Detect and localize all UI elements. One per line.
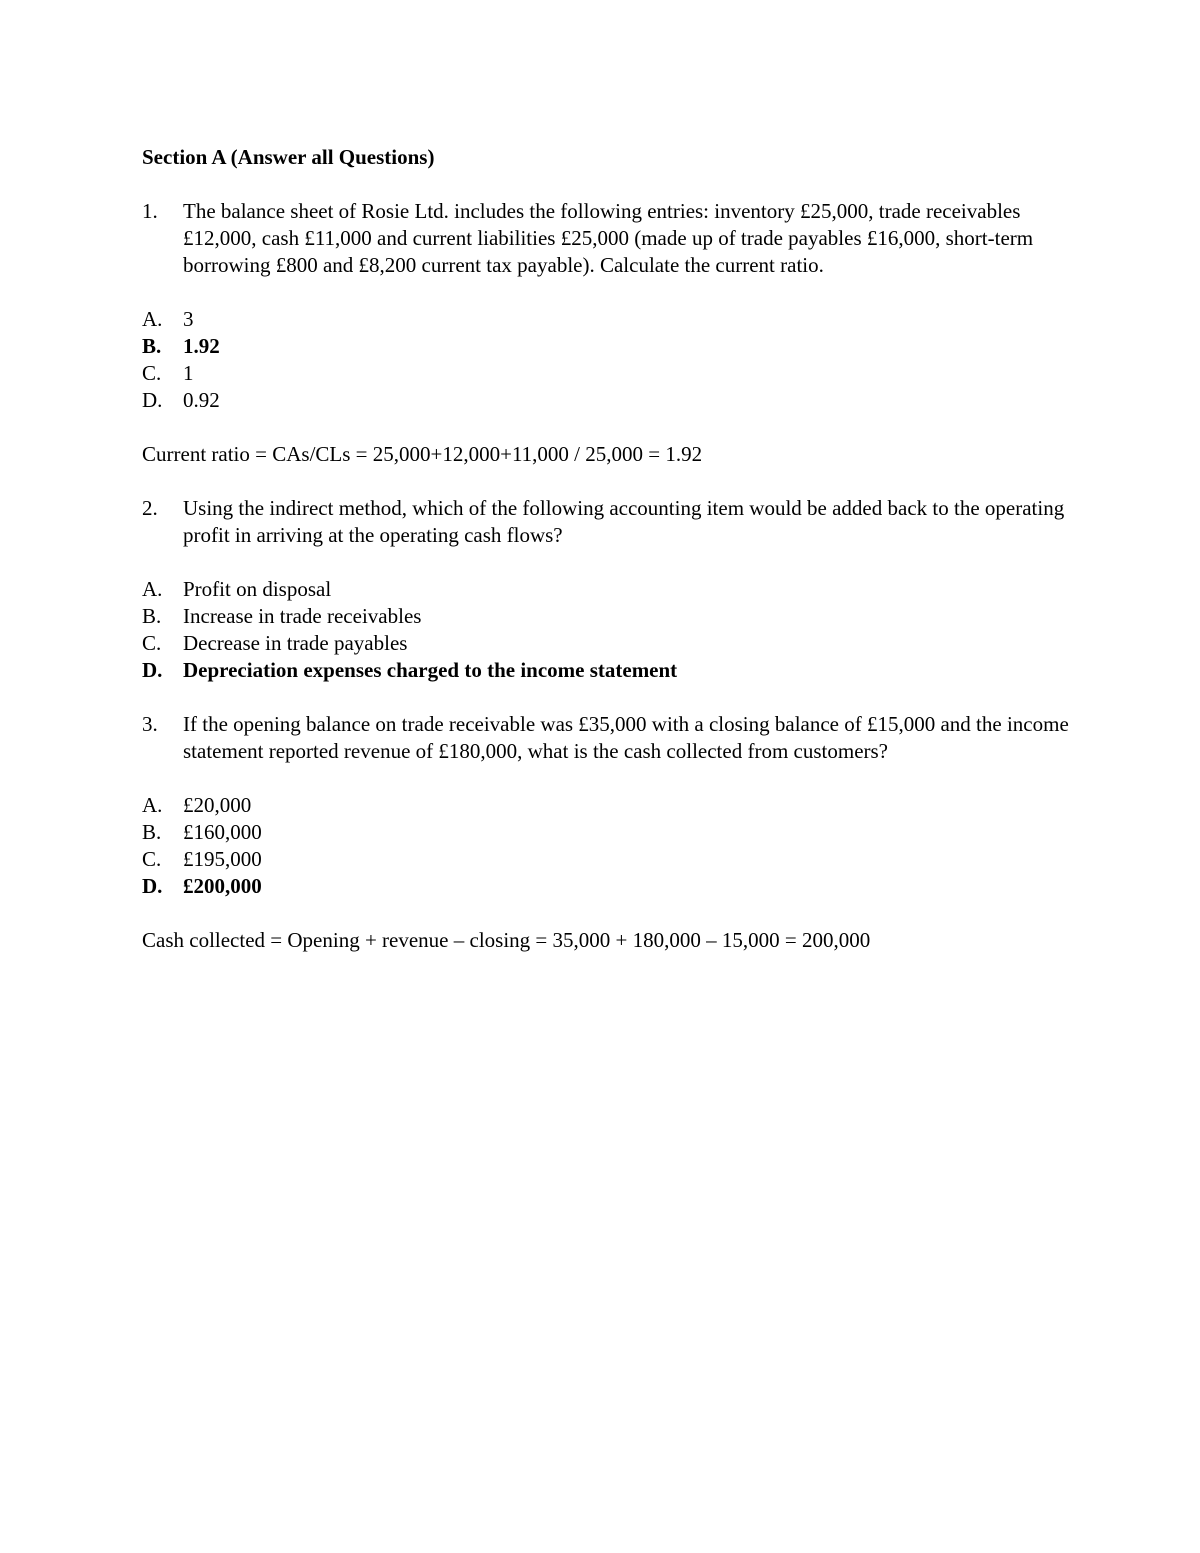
- answer-options: [142, 792, 1072, 900]
- option-a: [142, 576, 1072, 603]
- section-title: Section A (Answer all Questions): [142, 145, 435, 169]
- option-text: Profit on disposal: [183, 577, 332, 601]
- question-1: [142, 198, 1072, 468]
- question-number: 2.: [142, 496, 158, 520]
- option-letter: C.: [142, 847, 162, 871]
- option-text: £160,000: [183, 820, 262, 844]
- option-text: 1.92: [183, 334, 220, 358]
- question-3-stem: [142, 711, 1072, 765]
- option-letter: D.: [142, 874, 163, 898]
- answer-options: [142, 306, 1072, 414]
- working-solution: Current ratio = CAs/CLs = 25,000+12,000+11,000 / 25,000 = 1.92: [142, 442, 703, 466]
- option-b: [142, 819, 1072, 846]
- option-letter: A.: [142, 793, 163, 817]
- question-3: [142, 711, 1072, 954]
- working-solution: Cash collected = Opening + revenue – closing = 35,000 + 180,000 – 15,000 = 200,000: [142, 928, 871, 952]
- answer-options: [142, 576, 1072, 684]
- option-text: £200,000: [183, 874, 262, 898]
- option-letter: A.: [142, 307, 163, 331]
- document-page: [142, 140, 1072, 954]
- question-number: 1.: [142, 199, 158, 223]
- option-d-correct: [142, 873, 1072, 900]
- option-letter: D.: [142, 388, 163, 412]
- option-c: [142, 630, 1072, 657]
- option-letter: D.: [142, 658, 163, 682]
- option-a: [142, 306, 1072, 333]
- option-d-correct: [142, 657, 1072, 684]
- option-letter: B.: [142, 604, 162, 628]
- option-text: 0.92: [183, 388, 220, 412]
- option-letter: B.: [142, 334, 162, 358]
- option-a: [142, 792, 1072, 819]
- option-text: Depreciation expenses charged to the income statement: [183, 658, 678, 682]
- option-b: [142, 603, 1072, 630]
- option-letter: C.: [142, 631, 162, 655]
- option-letter: C.: [142, 361, 162, 385]
- option-text: Decrease in trade payables: [183, 631, 408, 655]
- option-b-correct: [142, 333, 1072, 360]
- option-text: £20,000: [183, 793, 252, 817]
- option-d: [142, 387, 1072, 414]
- option-text: Increase in trade receivables: [183, 604, 422, 628]
- option-c: [142, 846, 1072, 873]
- question-number: 3.: [142, 712, 158, 736]
- question-1-stem: [142, 198, 1072, 279]
- question-2: [142, 495, 1072, 684]
- question-text: Using the indirect method, which of the following accounting item would be added back to the operating profit in arriving at the operating cash flows?: [183, 496, 1065, 547]
- option-text: 1: [183, 361, 194, 385]
- question-text: The balance sheet of Rosie Ltd. includes the following entries: inventory £25,000, trade receivables £12,000, cash £11,000 and current liabilities £25,000 (made up of trade payables £16,000, short-term borrowing £800 and £8,200 current tax payable). Calculate the current ratio.: [183, 199, 1034, 277]
- option-letter: A.: [142, 577, 163, 601]
- option-text: 3: [183, 307, 194, 331]
- option-text: £195,000: [183, 847, 262, 871]
- question-text: If the opening balance on trade receivable was £35,000 with a closing balance of £15,000 and the income statement reported revenue of £180,000, what is the cash collected from customers?: [183, 712, 1069, 763]
- question-2-stem: [142, 495, 1072, 549]
- option-letter: B.: [142, 820, 162, 844]
- option-c: [142, 360, 1072, 387]
